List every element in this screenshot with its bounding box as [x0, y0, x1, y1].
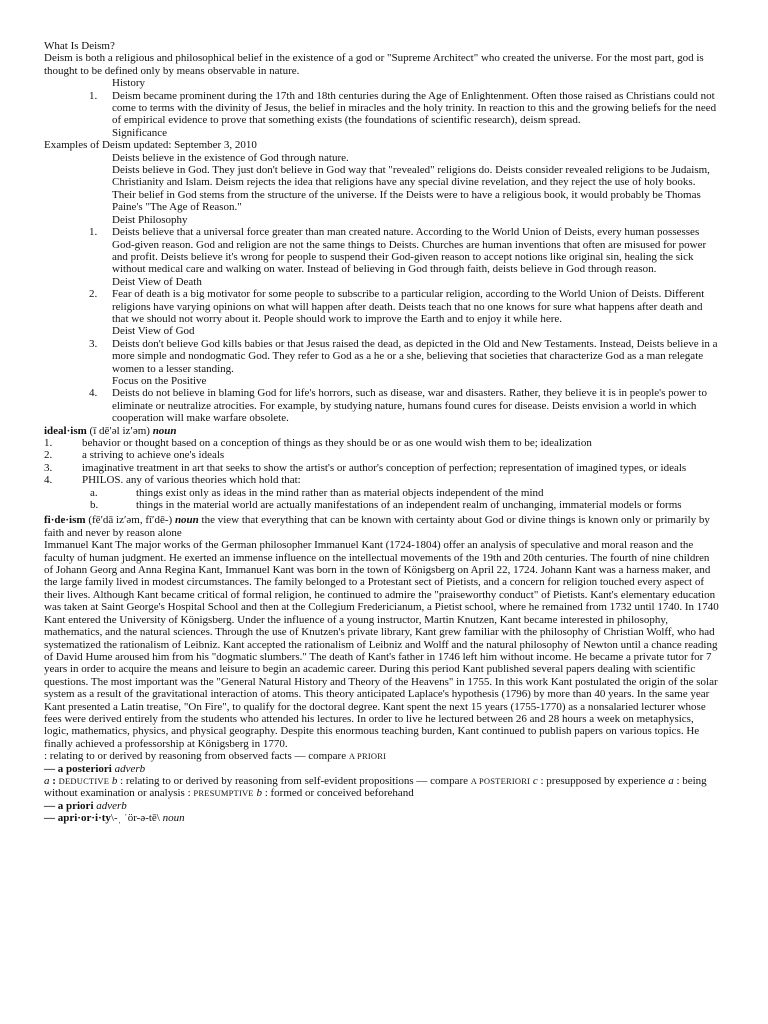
- page-title: What Is Deism?: [44, 40, 115, 52]
- fideism-part-of-speech: noun: [174, 514, 199, 527]
- deist-item-number: 4.: [89, 387, 98, 400]
- document-page: [44, 40, 720, 825]
- def-number: 2.: [44, 449, 53, 462]
- deist-item-text: Deists believe that a universal force greater than man created nature. According to the World Union of Deists, every human possesses God-given reason. God and religion are not the same things to Deists. Churches are human inventions that often are misused for power and profit. Deists believe it's wrong for people to suspend their God-given reason to accept notions like original sin, healing the sick without medical care and walking on water. Instead of believing in God through faith, deists believe in God through reason.: [112, 226, 707, 276]
- examples-heading: Examples of Deism updated: September 3, 2010: [44, 139, 257, 152]
- examples-line-1: Deists believe in the existence of God through nature.: [112, 151, 349, 164]
- apriority-line: [44, 812, 720, 824]
- def-text: behavior or thought based on a conception of things as they should be or as one would wish them to be; idealization: [82, 437, 592, 449]
- history-item-text: Deism became prominent during the 17th and 18th centuries during the Age of Enlightenment. Often those raised as Christians could not come to terms with the divinity of Jesus, the belief in miracles and the holy trinity. In reaction to this and the growing beliefs for the need of empirical evidence to prove that something exists (the foundations of scientific research), deism spread.: [112, 89, 717, 127]
- deism-definition: Deism is both a religious and philosophical belief in the existence of a god or "Supreme Architect" who created the universe. For the most part, god is thought to be defined only by means observable in nature.: [44, 52, 704, 77]
- deist-item-subheading: Focus on the Positive: [112, 374, 207, 387]
- def-number: 1.: [44, 437, 53, 449]
- idealism-entry-header: [44, 425, 720, 437]
- a-posteriori-pos: adverb: [114, 762, 146, 775]
- a-priori-pos: adverb: [96, 799, 127, 812]
- subdef-letter: a.: [90, 486, 98, 499]
- sense-c-a-text: : being without examination or analysis :: [44, 774, 707, 800]
- a-priori-adverb-line: [44, 800, 720, 812]
- sense-c-text: : presupposed by experience: [537, 774, 669, 787]
- sense-label-c-a: a: [668, 774, 674, 787]
- sense-label-a: a: [44, 774, 50, 787]
- def-text: PHILOS. any of various theories which hold that:: [82, 474, 301, 487]
- deist-item-subheading: Deist View of Death: [112, 275, 202, 288]
- subdef-letter: b.: [90, 499, 99, 512]
- deist-item-subheading: Deist View of God: [112, 325, 195, 338]
- apriority-pos: noun: [162, 812, 185, 825]
- a-posteriori-adverb-line: [44, 763, 720, 775]
- idealism-subdef-b: [44, 499, 720, 511]
- sense-label-c: c: [532, 774, 538, 787]
- def-number: 4.: [44, 474, 53, 487]
- deist-item-3: [44, 338, 720, 375]
- significance-heading: Significance: [112, 126, 167, 139]
- history-item: [44, 90, 720, 127]
- a-posteriori-def-text: : relating to or derived by reasoning from observed facts — compare: [44, 750, 349, 763]
- deist-item-4: [44, 387, 720, 424]
- sense-b-text: : relating to or derived by reasoning from self-evident propositions — compare: [117, 774, 471, 787]
- a-posteriori-crossref: A POSTERIORI: [470, 775, 531, 786]
- deist-philosophy-heading: Deist Philosophy: [112, 213, 188, 226]
- def-number: 3.: [44, 461, 53, 474]
- presumptive-crossref: PRESUMPTIVE: [193, 788, 254, 799]
- idealism-part-of-speech: noun: [152, 424, 177, 437]
- deist-item-number: 1.: [89, 226, 98, 239]
- a-priori-crossref: A PRIORI: [348, 751, 387, 762]
- idealism-headword: ideal·ism: [44, 424, 87, 437]
- a-posteriori-definition: [44, 750, 720, 762]
- fideism-entry: [44, 514, 720, 539]
- fideism-pronunciation: (fē′dā iz′əm, fī′dē-): [88, 514, 173, 527]
- fideism-definition: the view that everything that can be known with certainty about God or divine things is known only or primarily by faith and never by reason alone: [44, 514, 710, 539]
- sense-c-b-text: : formed or conceived beforehand: [261, 787, 414, 800]
- deist-item-2: [44, 288, 720, 325]
- deist-item-text: Fear of death is a big motivator for some people to subscribe to a particular religion, according to the World Union of Deists. Different religions have varying opinions on what will happen after death. Deists teach that no one knows for sure what happens after death and that we should not worry about it. People should work to improve the Earth and to enjoy it while here.: [112, 288, 705, 325]
- idealism-def-3: [44, 462, 720, 474]
- examples-line-2: Deists believe in God. They just don't believe in God way that "revealed" religions do. Deists consider revealed religions to be Judaism, Christianity and Islam. Deism rejects the idea that religions have any special divine revelation, and they reject the use of holy books. Their belief in God stems from the structure of the universe. If the Deists were to have a religious book, it would probably be Thomas Paine's "The Age of Reason.": [112, 164, 710, 214]
- idealism-def-1: [44, 437, 720, 449]
- deist-item-text: Deists don't believe God kills babies or that Jesus raised the dead, as depicted in the Old and New Testaments. Instead, Deists believe in a more simple and nondogmatic God. They refer to God as a he or a she, believing that societies that characterize God as a man relegate women to a lesser standing.: [112, 337, 718, 375]
- fideism-headword: fi·de·ism: [44, 514, 86, 527]
- idealism-def-2: [44, 449, 720, 461]
- history-heading: History: [112, 77, 145, 90]
- deist-item-number: 2.: [89, 288, 98, 301]
- deist-item-number: 3.: [89, 337, 98, 350]
- idealism-pronunciation: (ī dē′əl iz′əm): [89, 424, 150, 437]
- deductive-crossref: DEDUCTIVE: [58, 775, 110, 786]
- subdef-text: things in the material world are actually manifestations of an independent realm of unchanging, immaterial models or forms: [136, 499, 682, 512]
- deist-item-1: [44, 226, 720, 276]
- sense-label-b: b: [111, 774, 118, 787]
- a-posteriori-word: — a posteriori: [44, 762, 112, 775]
- idealism-def-4: [44, 474, 720, 486]
- kant-biography: Immanuel Kant The major works of the German philosopher Immanuel Kant (1724-1804) offer an analysis of speculative and moral reason and the faculty of human judgment. He exerted an immense influence on the intellectual movements of the 19th and 20th centuries. The fourth of nine children of Johann Georg and Anna Regina Kant, Immanuel Kant was born in the town of Königsberg on April 22, 1724. Johann Kant was a harness maker, and the large family lived in modest circumstances. The family belonged to a Protestant sect of Pietists, and a concern for religion touched every aspect of their lives. Although Kant became critical of formal religion, he continued to admire the "praiseworthy conduct" of Pietists. Kant's elementary education was taken at Saint George's Hospital School and then at the Collegium Fredericianum, a Pietist school, where he remained from 1732 until 1740. In 1740 Kant entered the University of Königsberg. Under the influence of a young instructor, Martin Knutzen, Kant became interested in philosophy, mathematics, and the natural sciences. Through the use of Knutzen's private library, Kant grew familiar with the philosophy of Christian Wolff, who had systematized the rationalism of Leibniz. Kant accepted the rationalism of Leibniz and Wolff and the natural philosophy of Newton until a chance reading of David Hume aroused him from his "dogmatic slumbers." The death of Kant's father in 1746 left him without income. He became a private tutor for 7 years in order to acquire the means and leisure to begin an academic career. During this period Kant published several papers dealing with scientific questions. The most important was the "General Natural History and Theory of the Heavens" in 1755. In this work Kant postulated the origin of the solar system as a result of the gravitational interaction of atoms. This theory anticipated Laplace's hypothesis (1796) by more than 40 years. In the same year Kant presented a Latin treatise, "On Fire", to qualify for the doctoral degree. Kant spent the next 15 years (1755-1770) as a nonsalaried lecturer whose fees were derived entirely from the students who attended his lectures. In order to live he lectured between 26 and 28 hours a week on metaphysics, logic, mathematics, physics, and physical geography. Despite this enormous teaching burden, Kant continued to publish papers on various topics. He finally achieved a professorship at Königsberg in 1770.: [44, 539, 719, 750]
- apriority-word: — apri·or·i·ty: [44, 812, 111, 825]
- history-item-number: 1.: [89, 89, 98, 102]
- sense-colon: :: [49, 774, 59, 787]
- idealism-subdef-a: [44, 487, 720, 499]
- sense-label-c-b: b: [256, 787, 262, 800]
- def-text: imaginative treatment in art that seeks to show the artist's or author's conception of perfection; representation of imagined types, or ideals: [82, 461, 687, 474]
- apriority-pronunciation: \-ˌ ˈör-ə-tē\: [110, 812, 160, 825]
- deist-item-text: Deists do not believe in blaming God for life's horrors, such as disease, war and disasters. Rather, they believe it is in people's power to eliminate or neutralize atrocities. For example, by studying nature, humans found cures for disease. Deists envision a world in which cooperation will make warfare obsolete.: [112, 387, 707, 425]
- a-priori-word: — a priori: [44, 799, 94, 812]
- subdef-text: things exist only as ideas in the mind rather than as material objects independent of the mind: [136, 486, 544, 499]
- def-text: a striving to achieve one's ideals: [82, 449, 225, 462]
- a-priori-definition: [44, 775, 720, 800]
